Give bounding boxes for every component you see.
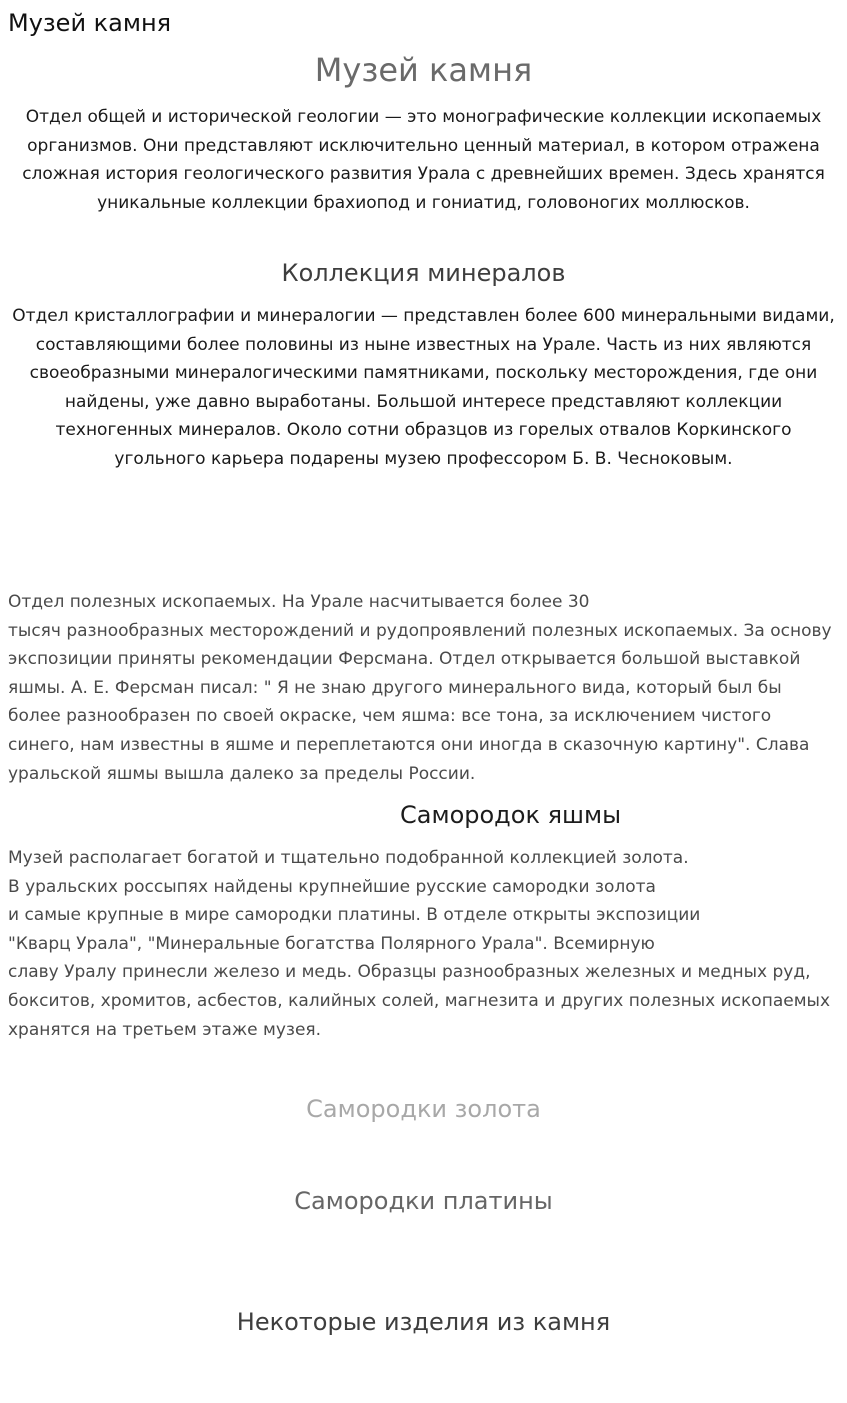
page-title: Музей камня — [314, 51, 533, 89]
deposits-line: тысяч разнообразных месторождений и рудопроявлений полезных ископаемых. За основу экспозиции приняты рекомендации Ферсмана. Отдел открывается большой выставкой яшмы. А. Е. Ферсман писал: " Я не знаю другого минерального вида, который был бы более разнообразен по своей окраске, чем яшма: все тона, за исключением чистого синего, нам известны в яшме и переплетаются они иногда в сказочную картину". Слава уральской яшмы вышла далеко за пределы России. — [8, 620, 832, 784]
intro-paragraph: Отдел общей и исторической геологии — это монографические коллекции ископаемых организмов. Они представляют исключительно ценный материал, в котором отражена сложная история геологического развития Урала с древнейших времен. Здесь хранятся уникальные коллекции брахиопод и гониатид, головоногих моллюсков. — [22, 107, 825, 213]
site-title[interactable]: Музей камня — [8, 9, 172, 37]
minerals-heading: Коллекция минералов — [281, 259, 566, 287]
gold-line: Музей располагает богатой и тщательно подобранной коллекцией золота. — [8, 848, 689, 868]
gold-line: "Кварц Урала", "Минеральные богатства Полярного Урала". Всемирную — [8, 933, 655, 954]
deposits-line: Отдел полезных ископаемых. На Урале насчитывается более 30 — [8, 592, 590, 612]
gold-line: и самые крупные в мире самородки платины. В отделе открыты экспозиции — [8, 905, 701, 926]
gold-line: В уральских россыпях найдены крупнейшие русские самородки золота — [8, 876, 656, 897]
stone-products-heading: Некоторые изделия из камня — [236, 1308, 611, 1336]
platinum-nuggets-heading: Самородки платины — [294, 1187, 553, 1215]
deposits-paragraph — [8, 588, 839, 788]
gold-paragraph — [8, 844, 839, 1044]
gold-nuggets-heading: Самородки золота — [306, 1095, 541, 1123]
jasper-heading: Самородок яшмы — [400, 801, 622, 829]
minerals-paragraph: Отдел кристаллографии и минералогии — представлен более 600 минеральными видами, составляющими более половины из ныне известных на Урале. Часть из них являются своеобразными минералогическими памятниками, поскольку месторождения, где они найдены, уже давно выработаны. Большой интересе представляют коллекции техногенных минералов. Около сотни образцов из горелых отвалов Коркинского угольного карьера подарены музею профессором Б. В. Чесноковым. — [12, 306, 835, 469]
gold-line: славу Уралу принесли железо и медь. Образцы разнообразных железных и медных руд, бокситов, хромитов, асбестов, калийных солей, магнезита и других полезных ископаемых хранятся на третьем этаже музея. — [8, 962, 831, 1040]
